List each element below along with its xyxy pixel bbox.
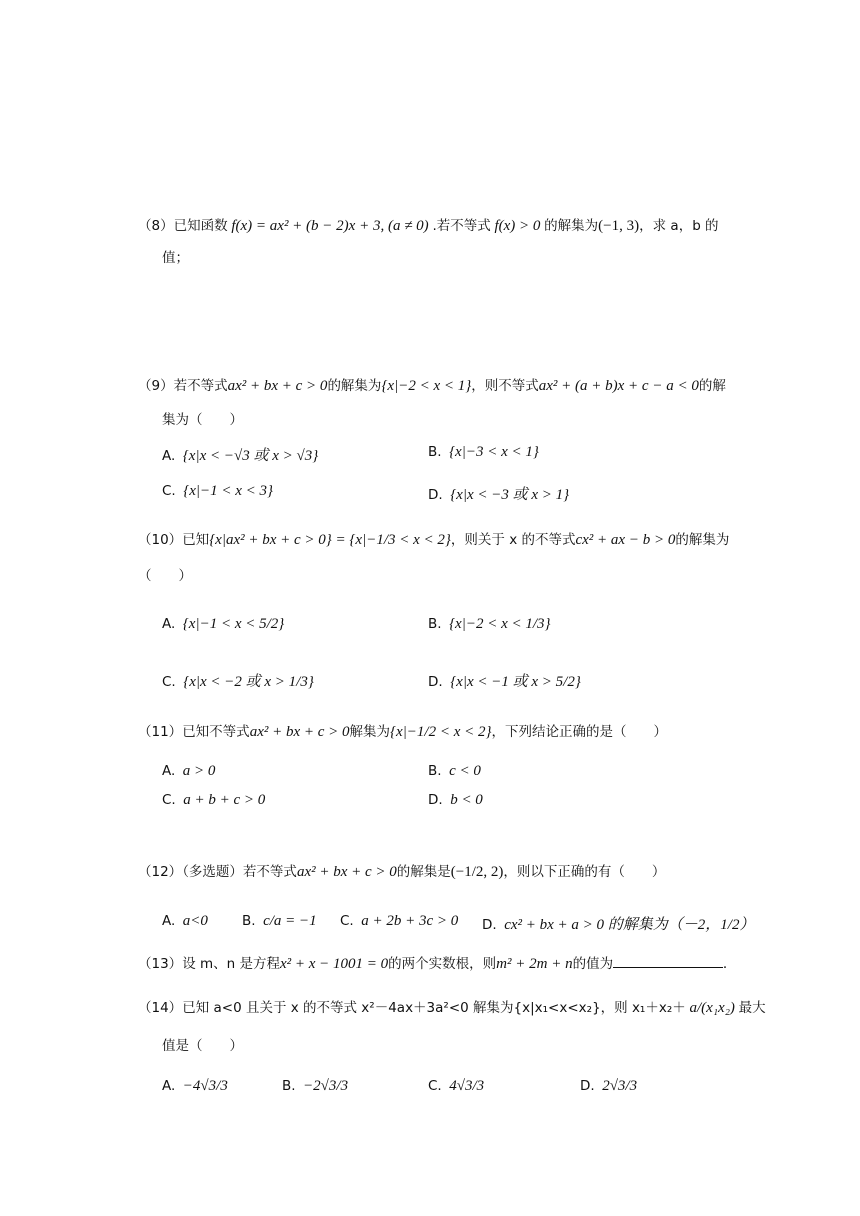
q13-equation: x² + x − 1001 = 0 [279, 956, 389, 972]
q14-option-c[interactable] [428, 1078, 484, 1095]
q13-text-1: 设 m、n 是方程 [182, 956, 280, 972]
q10-option-a[interactable] [162, 616, 284, 633]
q11-number: （11） [138, 724, 183, 740]
question-11 [138, 720, 738, 744]
q10-text-2: ，则关于 x 的不等式 [450, 532, 576, 548]
option-label: C. [162, 674, 176, 690]
q12-option-a[interactable] [162, 913, 208, 930]
option-text: {x|x < −√3 或 x > √3} [182, 448, 319, 464]
q12-number: （12） [138, 864, 183, 880]
option-text: {x|−2 < x < 1/3} [449, 616, 551, 632]
q9-text-5: 集为（ ） [162, 412, 243, 428]
q13-text-4: . [723, 956, 727, 972]
q12-solution-set: (−1/2, 2) [450, 864, 504, 880]
option-label: C. [428, 1078, 442, 1094]
option-label: C. [162, 792, 176, 808]
option-text: 4√3/3 [449, 1078, 485, 1094]
q9-inequality-1: ax² + bx + c > 0 [227, 378, 328, 394]
q13-answer-blank[interactable] [613, 953, 723, 968]
q11-option-c[interactable] [162, 792, 265, 809]
q8-text-5: 值； [162, 250, 189, 266]
q12-tag: （多选题） [182, 864, 243, 880]
q14-fraction: a/(x₁x₂) [689, 1000, 735, 1016]
q11-option-b[interactable] [428, 763, 481, 780]
q14-text-1: 已知 a<0 且关于 x 的不等式 x²－4ax＋3a²<0 解集为{x|x₁<x<x₂}，则 x₁＋x₂＋ [182, 1000, 686, 1016]
q8-text-1: 已知函数 [173, 218, 228, 234]
option-text: −2√3/3 [303, 1078, 349, 1094]
q10-option-c[interactable] [162, 670, 314, 691]
option-text: −4√3/3 [182, 1078, 228, 1094]
option-text: {x|−1 < x < 3} [183, 483, 274, 499]
option-text: 2√3/3 [602, 1078, 638, 1094]
q8-inequality: f(x) > 0 [494, 218, 541, 234]
q9-text-2: 的解集为 [327, 378, 382, 394]
q8-text-3: 的解集为 [544, 218, 599, 234]
q12-text-3: ，则以下正确的有（ ） [503, 864, 666, 880]
q11-text-1: 已知不等式 [182, 724, 250, 740]
q8-number: （8） [138, 218, 174, 234]
option-label: A. [162, 913, 176, 929]
option-text: b < 0 [450, 792, 483, 808]
option-label: C. [162, 483, 176, 499]
q8-solution-set: (−1, 3) [598, 218, 640, 234]
option-label: B. [428, 616, 442, 632]
q9-text-3: ，则不等式 [471, 378, 539, 394]
q9-text-1: 若不等式 [173, 378, 228, 394]
question-14 [138, 996, 766, 1058]
option-text: {x|−3 < x < 1} [449, 444, 539, 460]
q9-solution-set: {x|−2 < x < 1} [381, 378, 472, 394]
option-text: a + b + c > 0 [183, 792, 266, 808]
q12-option-b[interactable] [242, 913, 317, 930]
question-9 [138, 374, 738, 432]
option-label: D. [428, 674, 443, 690]
q11-option-a[interactable] [162, 763, 215, 780]
q10-set-equation: {x|ax² + bx + c > 0} = {x|−1/3 < x < 2} [209, 532, 451, 548]
q14-option-b[interactable] [282, 1078, 348, 1095]
q12-inequality: ax² + bx + c > 0 [296, 864, 397, 880]
option-label: A. [162, 616, 176, 632]
q9-text-4: 的解 [698, 378, 726, 394]
option-label: D. [428, 792, 443, 808]
option-text: {x|x < −2 或 x > 1/3} [183, 674, 314, 690]
option-label: B. [282, 1078, 296, 1094]
q10-option-b[interactable] [428, 616, 551, 633]
q14-text-3: 值是（ ） [162, 1038, 243, 1054]
q12-text-1: 若不等式 [242, 864, 297, 880]
option-text: a + 2b + 3c > 0 [361, 913, 459, 929]
q13-number: （13） [138, 956, 183, 972]
q11-option-d[interactable] [428, 792, 483, 809]
q14-text-2: 最大 [738, 1000, 766, 1016]
option-label: D. [482, 917, 497, 933]
q9-option-c[interactable] [162, 483, 273, 500]
q9-option-d[interactable] [428, 483, 569, 504]
q11-text-2: 解集为 [349, 724, 391, 740]
option-text: c/a = −1 [263, 913, 317, 929]
q10-inequality: cx² + ax − b > 0 [575, 532, 676, 548]
option-text: {x|x < −1 或 x > 5/2} [450, 674, 581, 690]
q10-text-4: （ ） [138, 568, 192, 584]
q9-option-a[interactable] [162, 444, 318, 465]
option-text: a > 0 [182, 763, 216, 779]
q11-solution-set: {x|−1/2 < x < 2} [390, 724, 492, 740]
option-label: B. [242, 913, 256, 929]
q10-text-3: 的解集为 [675, 532, 730, 548]
question-13 [138, 952, 738, 976]
q10-number: （10） [138, 532, 183, 548]
q13-text-3: 的值为 [572, 956, 614, 972]
option-label: A. [162, 1078, 176, 1094]
option-label: D. [428, 487, 443, 503]
q14-option-d[interactable] [580, 1078, 637, 1095]
q13-expression: m² + 2m + n [496, 956, 573, 972]
q9-number: （9） [138, 378, 174, 394]
option-label: D. [580, 1078, 595, 1094]
question-8 [138, 214, 738, 270]
q10-text-1: 已知 [182, 532, 210, 548]
q14-number: （14） [138, 1000, 183, 1016]
q9-option-b[interactable] [428, 444, 539, 461]
option-text: cx² + bx + a > 0 的解集为（－2，1/2） [504, 917, 755, 933]
q12-text-2: 的解集是 [396, 864, 451, 880]
q13-text-2: 的两个实数根，则 [388, 956, 497, 972]
q10-option-d[interactable] [428, 670, 581, 691]
q11-inequality: ax² + bx + c > 0 [249, 724, 350, 740]
q8-text-2: .若不等式 [432, 218, 491, 234]
option-text: {x|x < −3 或 x > 1} [450, 487, 570, 503]
q14-option-a[interactable] [162, 1078, 228, 1095]
option-text: a<0 [182, 913, 208, 929]
option-text: {x|−1 < x < 5/2} [182, 616, 285, 632]
q11-text-3: ，下列结论正确的是（ ） [491, 724, 668, 740]
option-text: c < 0 [449, 763, 481, 779]
option-label: C. [340, 913, 354, 929]
q12-option-d[interactable] [482, 913, 754, 934]
option-label: B. [428, 444, 442, 460]
option-label: A. [162, 763, 176, 779]
q8-function: f(x) = ax² + (b − 2)x + 3, (a ≠ 0) [231, 218, 429, 234]
question-10 [138, 528, 738, 588]
question-12 [138, 860, 738, 884]
q8-text-4: ，求 a，b 的 [639, 218, 719, 234]
q12-option-c[interactable] [340, 913, 458, 930]
option-label: B. [428, 763, 442, 779]
option-label: A. [162, 448, 176, 464]
q9-inequality-2: ax² + (a + b)x + c − a < 0 [538, 378, 699, 394]
